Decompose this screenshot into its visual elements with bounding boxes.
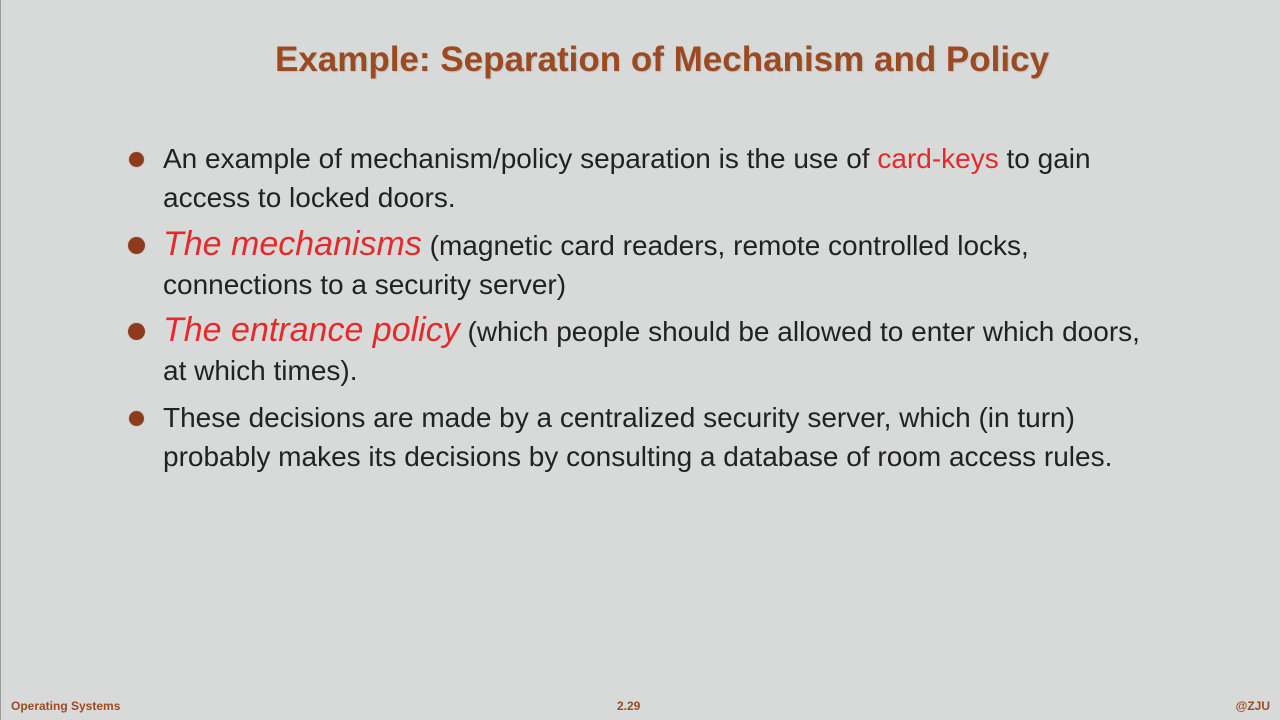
bullet-item-entrance-policy bbox=[163, 311, 1163, 390]
bullet-text: to gain access to locked doors. bbox=[163, 143, 1091, 213]
footer-course-name: Operating Systems bbox=[11, 699, 121, 713]
bullet-dot bbox=[128, 237, 145, 254]
highlighted-term: card-keys bbox=[877, 143, 999, 174]
footer-source: @ZJU bbox=[1235, 699, 1270, 713]
bullet-lead: The mechanisms bbox=[163, 225, 422, 263]
bullet-text: (which people should be allowed to enter which doors, at which times). bbox=[163, 316, 1140, 386]
bullet-item-decisions bbox=[163, 398, 1163, 476]
bullet-item-mechanisms bbox=[163, 225, 1163, 304]
bullet-list bbox=[163, 139, 1163, 489]
bullet-dot bbox=[128, 323, 145, 340]
bullet-text: An example of mechanism/policy separation is the use of bbox=[163, 143, 878, 174]
bullet-lead: The entrance policy bbox=[163, 311, 460, 349]
bullet-text: These decisions are made by a centralized security server, which (in turn) probably makes its decisions by consulting a database of room access rules. bbox=[163, 402, 1113, 472]
bullet-dot bbox=[129, 411, 144, 426]
slide-title: Example: Separation of Mechanism and Policy bbox=[274, 40, 1050, 79]
footer-page-number: 2.29 bbox=[617, 699, 641, 713]
bullet-text: (magnetic card readers, remote controlled locks, connections to a security server) bbox=[163, 230, 1029, 300]
bullet-dot bbox=[129, 152, 144, 167]
bullet-item-card-keys bbox=[163, 139, 1163, 217]
